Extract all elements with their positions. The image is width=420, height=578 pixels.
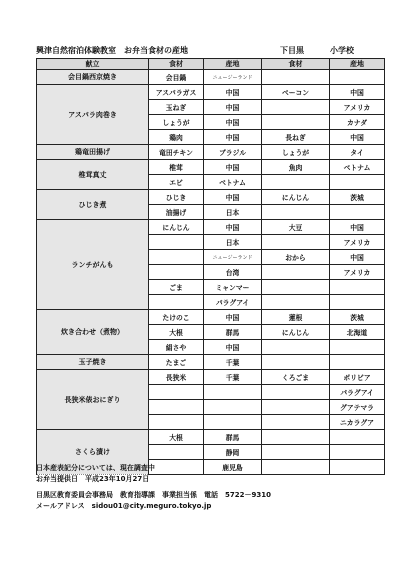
ingredient-cell: 会目鍋: [149, 70, 204, 85]
header-ingredient-2: 食材: [262, 59, 330, 70]
table-row: [37, 70, 385, 85]
origin-cell: [204, 415, 262, 430]
ingredient-cell: [262, 70, 330, 85]
origin-cell: ニカラグア: [330, 415, 385, 430]
ingredient-cell: 絹さや: [149, 340, 204, 355]
ingredient-cell: 鶏肉: [149, 130, 204, 145]
note-contact: 目黒区教育委員会事務局 教育指導課 事業担当係 電話 5722－9310: [36, 491, 271, 499]
table-header-row: [37, 59, 385, 70]
origin-cell: タイ: [330, 145, 385, 160]
origin-cell: 北海道: [330, 325, 385, 340]
header-menu: 献立: [37, 59, 149, 70]
dish-name: ランチがんも: [37, 220, 149, 310]
ingredient-cell: 長ねぎ: [262, 130, 330, 145]
table-row: [37, 355, 385, 370]
origin-cell: [330, 295, 385, 310]
origin-cell: 静岡: [204, 445, 262, 460]
origin-cell: 中国: [330, 250, 385, 265]
ingredient-cell: 魚肉: [262, 160, 330, 175]
ingredient-cell: [262, 235, 330, 250]
ingredient-cell: 大根: [149, 430, 204, 445]
ingredient-cell: 竜田チキン: [149, 145, 204, 160]
origin-cell: [204, 385, 262, 400]
origin-cell: ボリビア: [330, 370, 385, 385]
origin-cell: ニュージーランド: [204, 70, 262, 85]
note-survey: 日本産表記分については、現在調査中: [36, 464, 155, 472]
ingredient-cell: [262, 265, 330, 280]
ingredient-cell: [149, 250, 204, 265]
ingredient-cell: アスパラガス: [149, 85, 204, 100]
ingredient-cell: 玉ねぎ: [149, 100, 204, 115]
ingredient-cell: [262, 175, 330, 190]
origin-cell: アメリカ: [330, 265, 385, 280]
origin-cell: パラグアイ: [204, 295, 262, 310]
origin-cell: [330, 445, 385, 460]
header-origin-2: 産地: [330, 59, 385, 70]
table-row: [37, 160, 385, 175]
ingredient-cell: 長狭米: [149, 370, 204, 385]
ingredient-cell: [149, 445, 204, 460]
dish-name: 長狭米俵おにぎり: [37, 370, 149, 430]
ingredient-cell: [262, 460, 330, 475]
origin-cell: 中国: [330, 220, 385, 235]
ingredient-cell: [262, 280, 330, 295]
ingredient-cell: 椎茸: [149, 160, 204, 175]
dish-name: 椎茸真丈: [37, 160, 149, 190]
ingredient-cell: 油揚げ: [149, 205, 204, 220]
origin-cell: アメリカ: [330, 100, 385, 115]
origin-cell: [204, 400, 262, 415]
origin-cell: ミャンマー: [204, 280, 262, 295]
ingredient-cell: [262, 340, 330, 355]
origin-cell: グアテマラ: [330, 400, 385, 415]
ingredient-cell: ごま: [149, 280, 204, 295]
ingredient-cell: [149, 235, 204, 250]
ingredient-cell: [262, 445, 330, 460]
ingredient-cell: ひじき: [149, 190, 204, 205]
origin-cell: 中国: [204, 130, 262, 145]
origin-cell: 茨城: [330, 190, 385, 205]
origin-cell: 中国: [204, 340, 262, 355]
document-title: 興津自然宿泊体験教室 お弁当食材の産地: [36, 46, 188, 55]
ingredient-cell: にんじん: [262, 325, 330, 340]
ingredient-cell: [149, 415, 204, 430]
table-row: [37, 220, 385, 235]
ingredient-cell: [149, 400, 204, 415]
ingredient-cell: 大豆: [262, 220, 330, 235]
ingredient-cell: にんじん: [149, 220, 204, 235]
origin-cell: [330, 340, 385, 355]
ingredient-cell: 大根: [149, 325, 204, 340]
ingredient-cell: くろごま: [262, 370, 330, 385]
origin-cell: アメリカ: [330, 235, 385, 250]
origin-cell: [330, 280, 385, 295]
origin-cell: 中国: [204, 160, 262, 175]
ingredient-cell: ベーコン: [262, 85, 330, 100]
origin-cell: 日本: [204, 205, 262, 220]
origin-cell: パラグアイ: [330, 385, 385, 400]
origin-cell: 中国: [330, 130, 385, 145]
origin-cell: 鹿児島: [204, 460, 262, 475]
ingredient-cell: しょうが: [149, 115, 204, 130]
dish-name: 鶏竜田揚げ: [37, 145, 149, 160]
origin-cell: 群馬: [204, 325, 262, 340]
ingredient-cell: しょうが: [262, 145, 330, 160]
origin-cell: 中国: [204, 85, 262, 100]
origin-cell: 日本: [204, 235, 262, 250]
table-row: [37, 190, 385, 205]
origin-cell: 中国: [204, 115, 262, 130]
origin-cell: [330, 460, 385, 475]
dish-name: 玉子焼き: [37, 355, 149, 370]
origin-cell: [330, 70, 385, 85]
ingredient-cell: [149, 295, 204, 310]
ingredient-cell: [262, 385, 330, 400]
origin-cell: 中国: [330, 85, 385, 100]
origin-cell: ベトナム: [204, 175, 262, 190]
origin-cell: 千葉: [204, 370, 262, 385]
ingredient-cell: にんじん: [262, 190, 330, 205]
ingredient-cell: [149, 460, 204, 475]
header-origin-1: 産地: [204, 59, 262, 70]
table-row: [37, 85, 385, 100]
ingredient-cell: [262, 100, 330, 115]
origin-cell: ニュージーランド: [204, 250, 262, 265]
dish-name: アスパラ肉巻き: [37, 85, 149, 145]
table-body: [37, 70, 385, 475]
table-row: [37, 430, 385, 445]
ingredient-cell: [262, 205, 330, 220]
dish-name: さくら漬け: [37, 430, 149, 475]
origin-cell: [330, 205, 385, 220]
dish-name: 会目鍋西京焼き: [37, 70, 149, 85]
ingredient-cell: エビ: [149, 175, 204, 190]
ingredient-origin-table: [36, 58, 385, 475]
dish-name: ひじき煮: [37, 190, 149, 220]
origin-cell: ベトナム: [330, 160, 385, 175]
dish-name: 炊き合わせ（煮物）: [37, 310, 149, 355]
origin-cell: 中国: [204, 100, 262, 115]
origin-cell: 千葉: [204, 355, 262, 370]
note-date: お弁当提供日 平成23年10月27日: [36, 475, 150, 483]
origin-cell: 中国: [204, 220, 262, 235]
origin-cell: 中国: [204, 190, 262, 205]
origin-cell: [330, 175, 385, 190]
origin-cell: 茨城: [330, 310, 385, 325]
ingredient-cell: たまご: [149, 355, 204, 370]
ingredient-cell: [262, 400, 330, 415]
origin-cell: 群馬: [204, 430, 262, 445]
ingredient-cell: たけのこ: [149, 310, 204, 325]
origin-cell: 台湾: [204, 265, 262, 280]
ingredient-cell: おから: [262, 250, 330, 265]
table-row: [37, 370, 385, 385]
origin-cell: [330, 355, 385, 370]
ingredient-cell: [262, 415, 330, 430]
school-type: 小学校: [330, 46, 354, 55]
origin-cell: [330, 430, 385, 445]
ingredient-cell: [262, 115, 330, 130]
ingredient-cell: [262, 430, 330, 445]
ingredient-cell: [262, 295, 330, 310]
table-row: [37, 145, 385, 160]
origin-cell: 中国: [204, 310, 262, 325]
origin-cell: カナダ: [330, 115, 385, 130]
ingredient-cell: [262, 355, 330, 370]
school-name: 下目黒: [280, 46, 304, 55]
origin-cell: ブラジル: [204, 145, 262, 160]
table-row: [37, 310, 385, 325]
ingredient-cell: 蓮根: [262, 310, 330, 325]
header-ingredient-1: 食材: [149, 59, 204, 70]
ingredient-cell: [149, 265, 204, 280]
note-email: メールアドレス sidou01@city.meguro.tokyo.jp: [36, 502, 212, 510]
ingredient-cell: [149, 385, 204, 400]
